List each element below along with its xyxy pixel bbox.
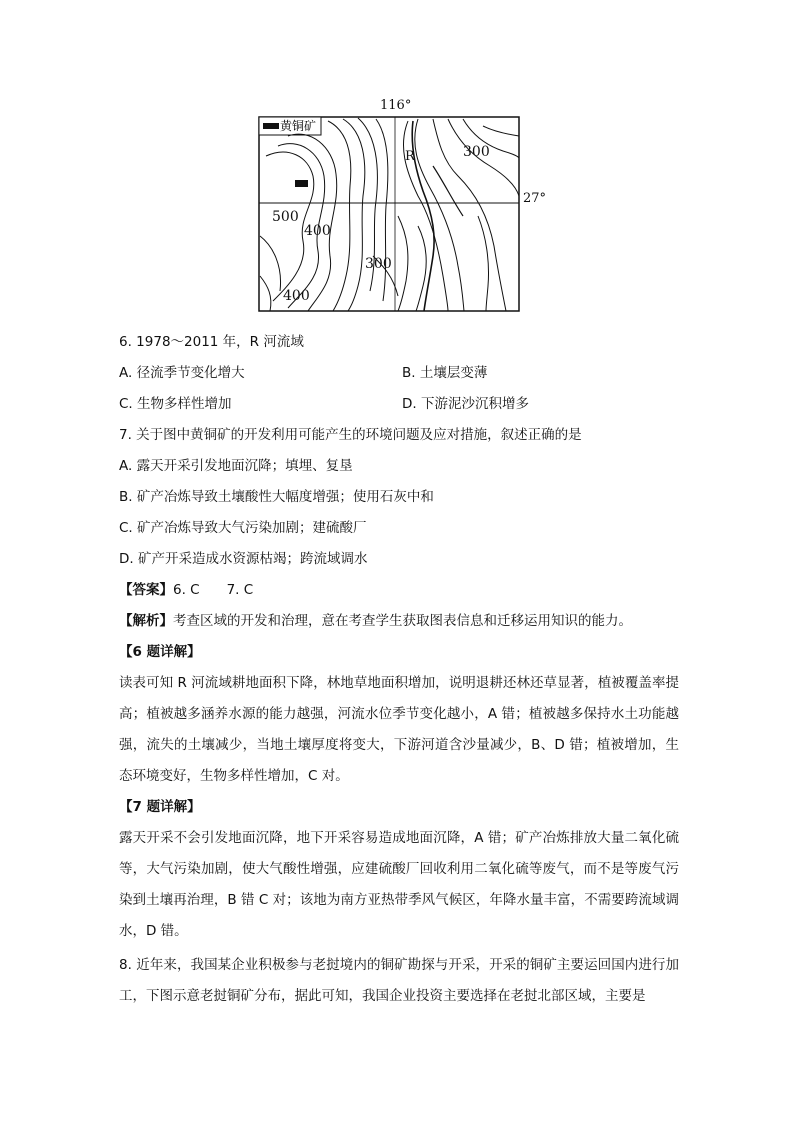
question-8-text: 8. 近年来，我国某企业积极参与老挝境内的铜矿勘探与开采，开采的铜矿主要运回国内进行加工，下图示意老挝铜矿分布，据此可知，我国企业投资主要选择在老挝北部区域，主要是 (119, 957, 679, 1004)
analysis-line (119, 611, 632, 631)
question-7-option-d: D. 矿产开采造成水资源枯竭；跨流域调水 (119, 551, 368, 567)
analysis-label: 【解析】 (119, 613, 173, 629)
contour-map (258, 116, 522, 316)
analysis-text: 考查区域的开发和治理，意在考查学生获取图表信息和迁移运用知识的能力。 (173, 613, 632, 629)
contour-label: 500 (272, 209, 299, 225)
answer-line (119, 580, 253, 600)
question-6-stem: 6. 1978～2011 年，R 河流域 (119, 334, 304, 350)
copper-mine-legend-icon (263, 123, 279, 129)
question-6-option-d: D. 下游泥沙沉积增多 (402, 396, 529, 412)
contour-label: 300 (463, 144, 490, 160)
answer-label: 【答案】 (119, 582, 173, 598)
question-7-option-c: C. 矿产冶炼导致大气污染加剧；建硫酸厂 (119, 520, 367, 536)
contour-label: 400 (283, 288, 310, 304)
longitude-label: 116° (380, 98, 412, 113)
contour-map-figure (258, 98, 547, 320)
question-6-option-c: C. 生物多样性增加 (119, 396, 232, 412)
question-7-stem: 7. 关于图中黄铜矿的开发利用可能产生的环境问题及应对措施，叙述正确的是 (119, 427, 582, 443)
legend (259, 117, 321, 135)
question-6-option-b: B. 土壤层变薄 (402, 365, 488, 381)
detail-7-heading: 【7 题详解】 (119, 799, 201, 815)
detail-7-text: 露天开采不会引发地面沉降，地下开采容易造成地面沉降，A 错；矿产冶炼排放大量二氧化硫等，大气污染加剧，使大气酸性增强，应建硫酸厂回收利用二氧化硫等废气，而不是等废气污染到土壤再治理，B 错 C 对；该地为南方亚热带季风气候区，年降水量丰富，不需要跨流域调水，D 错。 (119, 830, 679, 939)
legend-label: 黄铜矿 (280, 119, 317, 133)
question-6-option-a: A. 径流季节变化增大 (119, 365, 245, 381)
question-7-option-a: A. 露天开采引发地面沉降；填埋、复垦 (119, 458, 353, 474)
question-7-option-b: B. 矿产冶炼导致土壤酸性大幅度增强；使用石灰中和 (119, 489, 434, 505)
latitude-label: 27° (523, 191, 547, 206)
river-label: R (405, 149, 415, 164)
contour-label: 400 (304, 223, 331, 239)
contour-label: 300 (365, 256, 392, 272)
detail-6-heading: 【6 题详解】 (119, 644, 201, 660)
answer-text: 6. C 7. C (173, 582, 254, 598)
copper-mine-marker (295, 180, 308, 187)
detail-6-text: 读表可知 R 河流域耕地面积下降，林地草地面积增加，说明退耕还林还草显著，植被覆盖率提高；植被越多涵养水源的能力越强，河流水位季节变化越小，A 错；植被越多保持水土功能越强，流失的土壤减少，当地土壤厚度将变大，下游河道含沙量减少，B、D 错；植被增加，生态环境变好，生物多样性增加，C 对。 (119, 675, 679, 784)
